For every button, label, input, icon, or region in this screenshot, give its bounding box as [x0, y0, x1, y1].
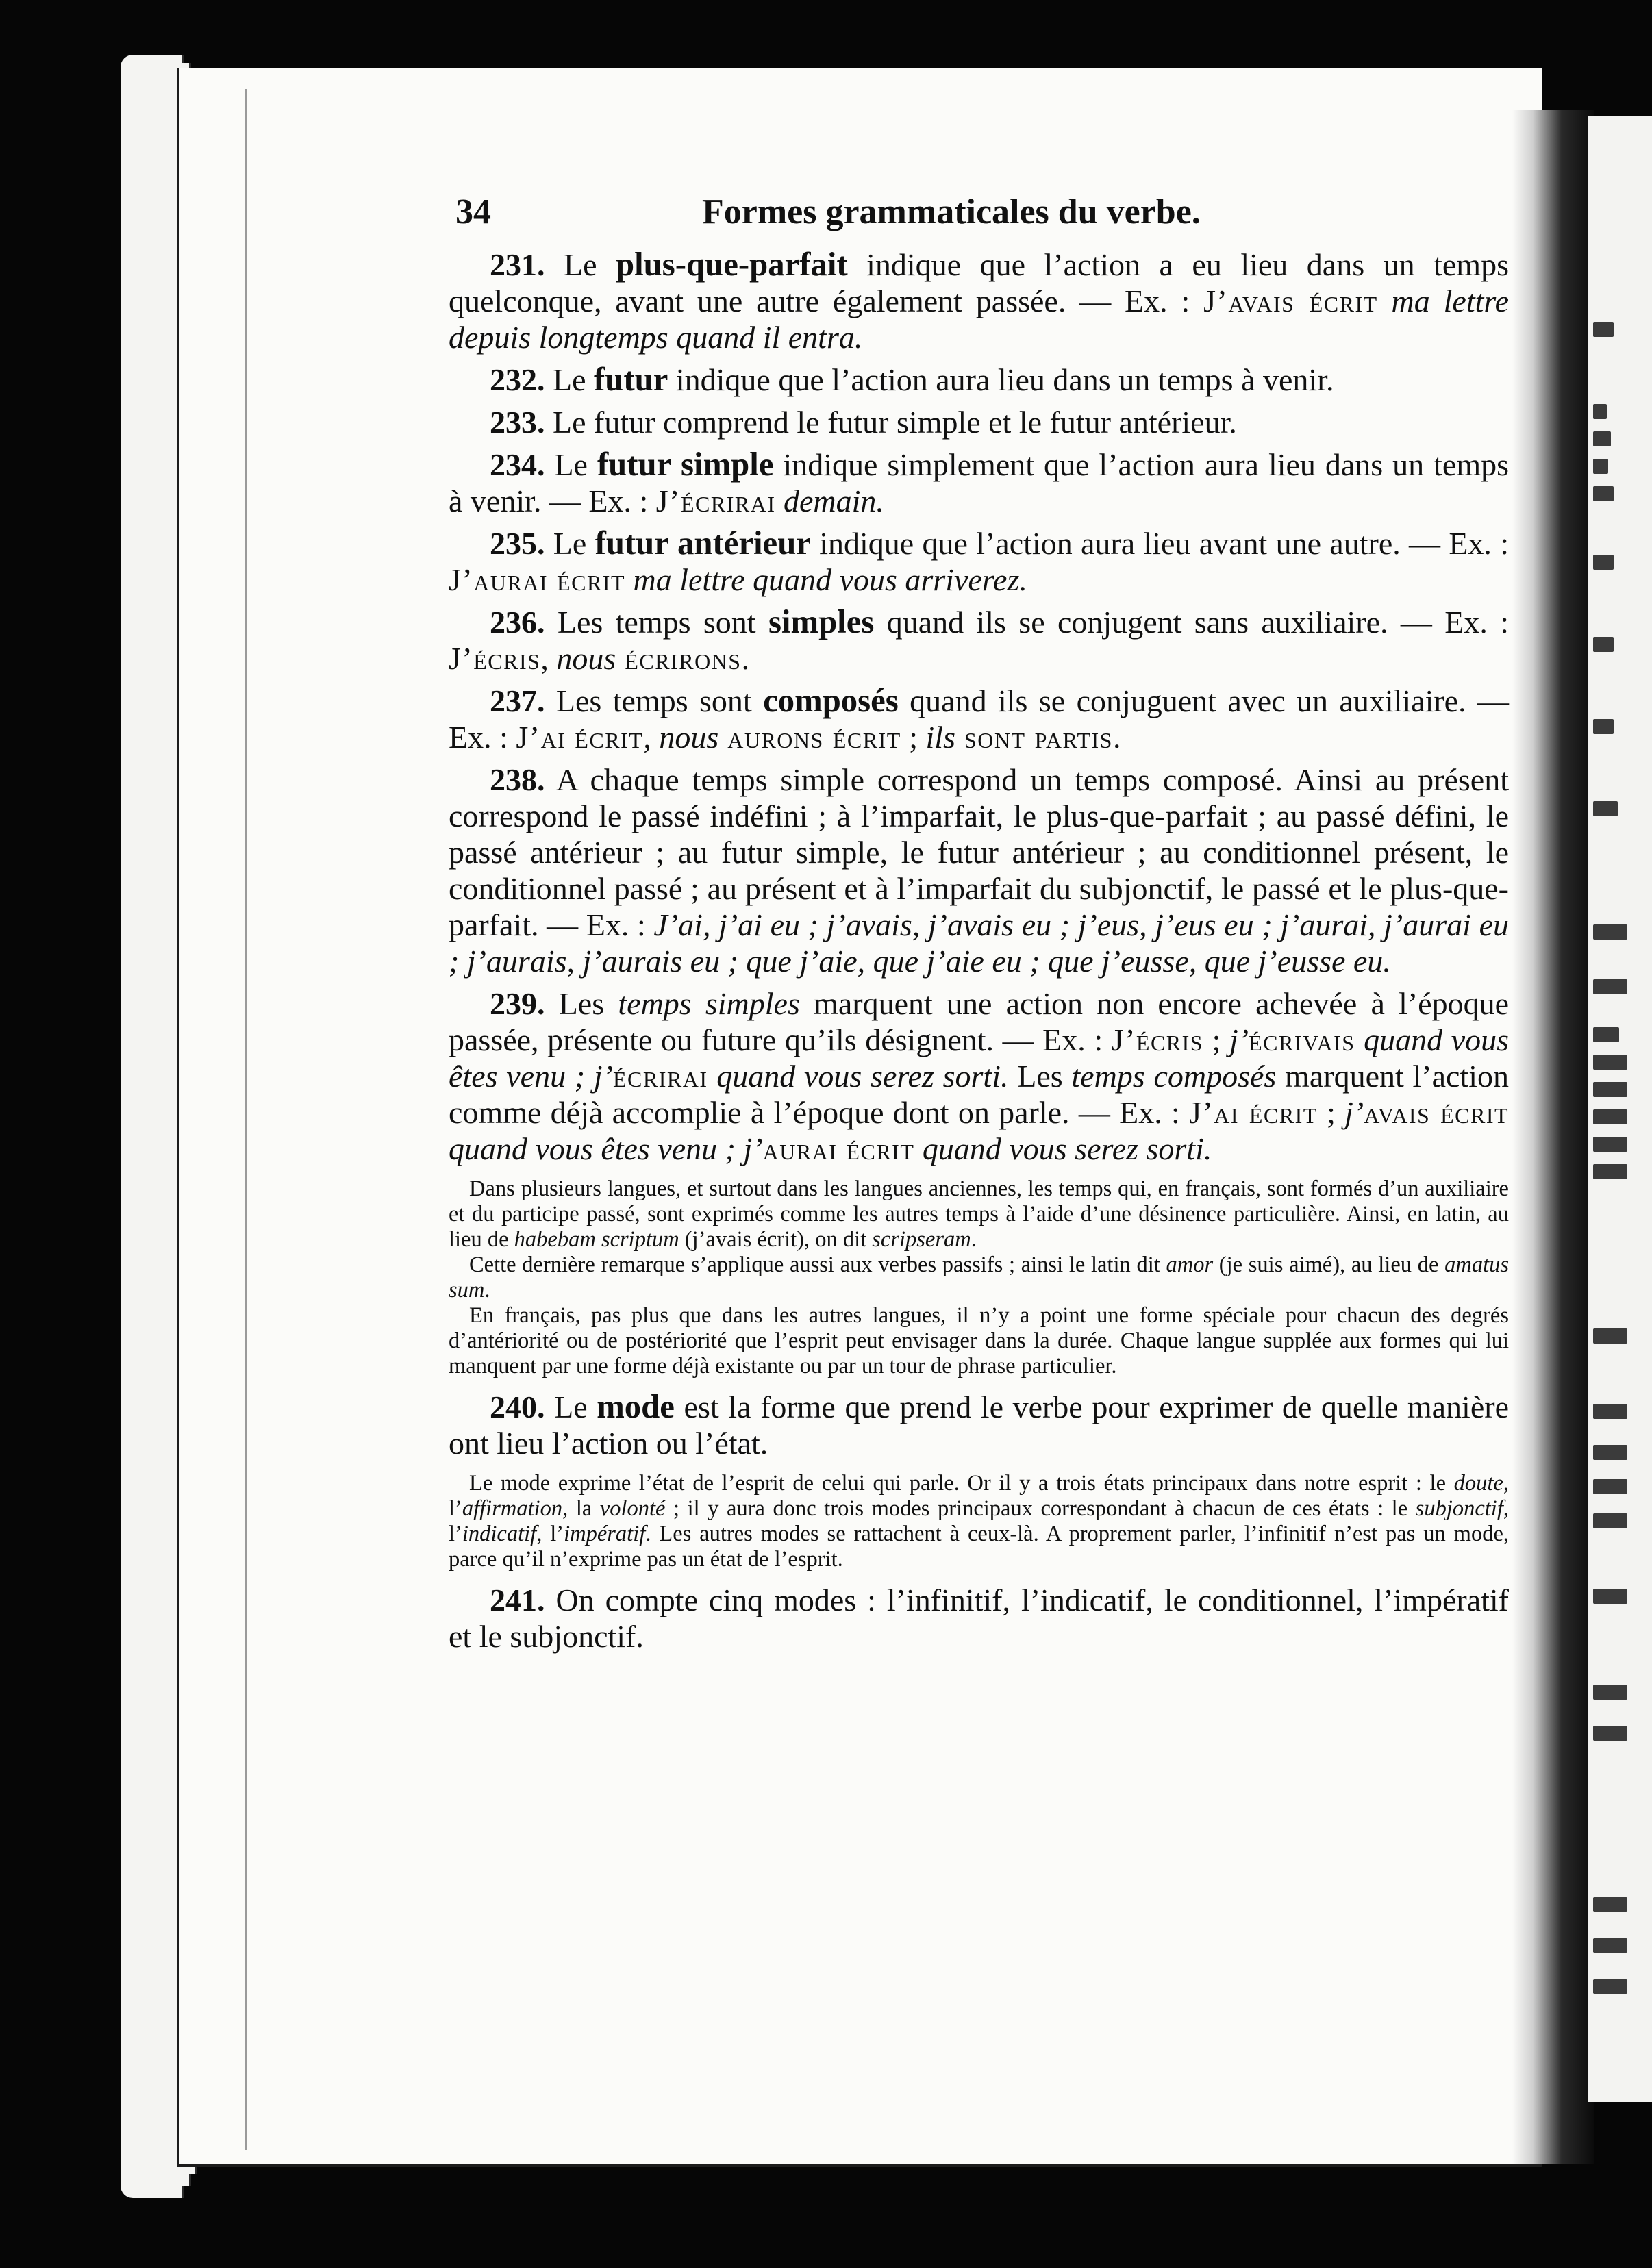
defined-term: futur simple	[597, 446, 774, 483]
paragraph-number: 241.	[490, 1583, 545, 1617]
note-text: .	[971, 1227, 977, 1252]
defined-term: mode	[597, 1388, 675, 1425]
example-separator: ,	[540, 641, 557, 676]
example-separator: ,	[643, 720, 660, 755]
paragraph-number: 233.	[490, 405, 545, 440]
facing-page-text-fragment	[1593, 1445, 1627, 1460]
example-text: nous	[556, 641, 616, 676]
note-text: ; il y aura donc trois modes principaux correspondant à chacun de ces états : le	[665, 1496, 1416, 1521]
note-italic: volonté	[599, 1496, 666, 1521]
facing-page-text-fragment	[1593, 486, 1614, 501]
note-text: En français, pas plus que dans les autres langues, il n’y a point une forme spéciale pour chacun des degrés d’antériorité ou de postériorité que l’esprit peut envisager dans la durée. Chaque langue supplée aux formes qui lui manquent par une forme déjà existante ou par un tour de phrase particulier.	[449, 1303, 1509, 1378]
paragraph-text: quand ils se conjugent sans auxiliaire. — Ex. :	[874, 605, 1509, 640]
note-text: , l’	[536, 1522, 564, 1546]
note-italic: habebam scriptum	[514, 1227, 679, 1252]
facing-page-text-fragment	[1593, 431, 1611, 446]
facing-page-text-fragment	[1593, 1137, 1627, 1152]
paragraph-236	[449, 604, 1509, 677]
defined-term: temps simples	[618, 986, 800, 1021]
note-text: , la	[562, 1496, 600, 1521]
paragraph-number: 232.	[490, 362, 545, 397]
defined-term: plus-que-parfait	[616, 246, 848, 283]
note-italic: doute	[1453, 1471, 1503, 1496]
paragraph-text: Le	[545, 362, 595, 397]
page-number: 34	[455, 192, 491, 231]
facing-page-text-fragment	[1593, 1589, 1627, 1604]
paragraph-232	[449, 362, 1509, 398]
binding-gutter	[1512, 110, 1594, 2164]
note-text: . Les autres modes se rattachent à ceux-là. A proprement parler, l’infinitif n’est pas un mode, parce qu’il n’exprime pas un état de l’esprit.	[449, 1522, 1509, 1572]
facing-page-text-fragment	[1593, 924, 1627, 940]
paragraph-number: 240.	[490, 1389, 545, 1424]
paragraph-text: quand ils se conjuguent avec un auxiliaire. — Ex. :	[449, 683, 1509, 755]
note-text: (j’avais écrit), on dit	[679, 1227, 873, 1252]
paragraph-number: 231.	[490, 247, 545, 282]
facing-page-text-fragment	[1593, 1938, 1627, 1953]
note-italic: impératif	[564, 1522, 646, 1546]
example-text: ma lettre quand vous arriverez.	[625, 562, 1027, 597]
example-text: quand vous êtes venu ; j’	[449, 1131, 763, 1166]
example-verb: J’écrirai	[655, 483, 776, 518]
facing-page-fragment	[1588, 116, 1652, 2102]
facing-page-text-fragment	[1593, 1027, 1619, 1042]
note-paragraph	[449, 1176, 1509, 1252]
example-verb: sont partis.	[955, 720, 1122, 755]
example-text: ma lettre depuis longtemps quand il entra.	[449, 284, 1509, 355]
facing-page-text-fragment	[1593, 1164, 1627, 1179]
paragraph-text: Les	[545, 986, 618, 1021]
paragraph-text: indique que l’action aura lieu avant une autre. — Ex. :	[810, 526, 1509, 561]
example-text: quand vous serez sorti.	[708, 1059, 1009, 1094]
example-verb: écrirons.	[616, 641, 751, 676]
facing-page-text-fragment	[1593, 1055, 1627, 1070]
example-text: quand vous êtes venu ; j’	[449, 1022, 1510, 1094]
example-text: quand vous serez sorti.	[914, 1131, 1212, 1166]
facing-page-text-fragment	[1593, 322, 1614, 337]
note-text: Le mode exprime l’état de l’esprit de celui qui parle. Or il y a trois états principaux dans notre esprit : le	[469, 1471, 1454, 1496]
paragraph-239	[449, 985, 1509, 1167]
example-text: nous	[659, 720, 719, 755]
paragraph-text: Les temps sont	[545, 683, 764, 718]
example-verb: J’aurai écrit	[449, 562, 625, 597]
note-text: Dans plusieurs langues, et surtout dans les langues anciennes, les temps qui, en français, sont formés d’un auxiliaire et du participe passé, sont exprimés comme les autres temps à l’aide d’une désinence particulière. Ainsi, en latin, au lieu de	[449, 1176, 1509, 1252]
paragraph-238	[449, 761, 1509, 979]
paragraph-234	[449, 446, 1509, 519]
note-paragraph	[449, 1303, 1509, 1379]
example-verb: J’écris	[449, 641, 541, 676]
paragraph-number: 238.	[490, 762, 545, 797]
note-text: Cette dernière remarque s’applique aussi aux verbes passifs ; ainsi le latin dit	[469, 1252, 1166, 1277]
example-separator: ;	[901, 720, 926, 755]
example-separator: ;	[1317, 1095, 1345, 1130]
note-italic: amor	[1166, 1252, 1214, 1277]
paragraph-number: 237.	[490, 683, 545, 718]
facing-page-text-fragment	[1593, 555, 1614, 570]
paragraph-number: 235.	[490, 526, 545, 561]
paragraph-text: marquent l’action comme déjà accomplie à l’époque dont on parle. — Ex. :	[449, 1059, 1509, 1130]
facing-page-text-fragment	[1593, 404, 1607, 419]
facing-page-text-fragment	[1593, 1109, 1627, 1124]
paragraph-number: 239.	[490, 986, 545, 1021]
paragraph-231	[449, 247, 1509, 355]
facing-page-text-fragment	[1593, 1897, 1627, 1912]
note-text: , l’	[449, 1496, 1509, 1546]
paragraph-text: On compte cinq modes : l’infinitif, l’indicatif, le conditionnel, l’impératif et le subjonctif.	[449, 1583, 1509, 1654]
paragraph-text: A chaque temps simple correspond un temps composé. Ainsi au présent correspond le passé indéfini ; à l’imparfait, le plus-que-parfait ; au passé défini, le passé antérieur ; au futur simple, le futur antérieur ; au conditionnel présent, le conditionnel passé ; au présent et à l’imparfait du subjonctif, le passé et le plus-que-parfait. — Ex. :	[449, 762, 1509, 942]
example-text: ils	[925, 720, 955, 755]
facing-page-text-fragment	[1593, 1328, 1627, 1344]
facing-page-text-fragment	[1593, 979, 1627, 994]
paragraph-text: indique que l’action aura lieu dans un temps à venir.	[668, 362, 1334, 397]
example-verb: avais écrit	[1364, 1095, 1510, 1130]
facing-page-text-fragment	[1593, 459, 1608, 474]
facing-page-text-fragment	[1593, 1082, 1627, 1097]
facing-page-text-fragment	[1593, 1726, 1627, 1741]
facing-page-text-fragment	[1593, 1513, 1627, 1528]
note-text: (je suis aimé), au lieu de	[1213, 1252, 1445, 1277]
footnote-block	[449, 1176, 1509, 1379]
defined-term: temps composés	[1071, 1059, 1277, 1094]
example-separator: ;	[1203, 1022, 1230, 1057]
paragraph-text: indique que l’action a eu lieu dans un temps quelconque, avant une autre également passée. — Ex. :	[449, 247, 1509, 318]
example-verb: J’ai écrit	[1189, 1095, 1318, 1130]
paragraph-235	[449, 525, 1509, 598]
facing-page-text-fragment	[1593, 801, 1618, 816]
example-verb: J’avais écrit	[1203, 284, 1378, 318]
facing-page-text-fragment	[1593, 1685, 1627, 1700]
paragraph-text: marquent une action non encore achevée à l’époque passée, présente ou future qu’ils désignent. — Ex. :	[449, 986, 1510, 1057]
paragraph-number: 236.	[490, 605, 545, 640]
facing-page-text-fragment	[1593, 1404, 1627, 1419]
example-verb: aurons écrit	[718, 720, 901, 755]
paragraph-text: est la forme que prend le verbe pour exprimer de quelle manière ont lieu l’action ou l’état.	[449, 1389, 1509, 1461]
page-text	[449, 192, 1509, 1654]
defined-term: futur antérieur	[595, 525, 811, 562]
paragraph-text: indique simplement que l’action aura lieu dans un temps à venir. — Ex. :	[449, 447, 1510, 518]
paragraph-text: Les temps sont	[545, 605, 768, 640]
footnote-block	[449, 1471, 1509, 1572]
paragraph-text: Le	[545, 1389, 597, 1424]
example-text: j’	[1344, 1095, 1364, 1130]
paragraph-number: 234.	[490, 447, 545, 482]
paragraph-233	[449, 404, 1509, 440]
example-verb: aurai écrit	[762, 1131, 915, 1166]
example-text: j’	[1229, 1022, 1249, 1057]
paragraph-text: Le	[545, 447, 597, 482]
note-text: , l’	[449, 1471, 1509, 1521]
note-italic: amatus sum	[449, 1252, 1509, 1302]
defined-term: composés	[763, 682, 899, 719]
paragraph-241	[449, 1582, 1509, 1654]
facing-page-text-fragment	[1593, 719, 1614, 734]
paragraph-text: Le futur comprend le futur simple et le futur antérieur.	[545, 405, 1237, 440]
defined-term: futur	[594, 361, 668, 398]
facing-page-text-fragment	[1593, 1979, 1627, 1994]
running-header	[455, 192, 1509, 247]
note-paragraph	[449, 1252, 1509, 1303]
example-verb: écrivais	[1249, 1022, 1355, 1057]
note-italic: affirmation	[462, 1496, 563, 1521]
defined-term: simples	[768, 603, 875, 640]
note-text: .	[484, 1278, 490, 1302]
note-italic: subjonctif	[1415, 1496, 1503, 1521]
paragraph-text: Le	[545, 526, 595, 561]
paragraph-text: Les	[1008, 1059, 1072, 1094]
example-text: demain.	[775, 483, 884, 518]
example-verb: J’ai écrit	[516, 720, 644, 755]
note-italic: indicatif	[462, 1522, 537, 1546]
paragraph-237	[449, 683, 1509, 755]
running-title: Formes grammaticales du verbe.	[702, 192, 1201, 231]
facing-page-text-fragment	[1593, 637, 1614, 652]
paragraph-text: Le	[545, 247, 616, 282]
note-italic: scripseram	[872, 1227, 971, 1252]
paragraph-240	[449, 1389, 1509, 1461]
example-verb: écrirai	[613, 1059, 708, 1094]
facing-page-text-fragment	[1593, 1479, 1627, 1494]
example-verb: J’écris	[1111, 1022, 1204, 1057]
example-text: J’ai, j’ai eu ; j’avais, j’avais eu ; j’eus, j’eus eu ; j’aurai, j’aurai eu ; j’aurais, j’aurais eu ; que j’aie, que j’aie eu ; que j’eusse, que j’eusse eu.	[449, 907, 1509, 979]
note-paragraph	[449, 1471, 1509, 1572]
